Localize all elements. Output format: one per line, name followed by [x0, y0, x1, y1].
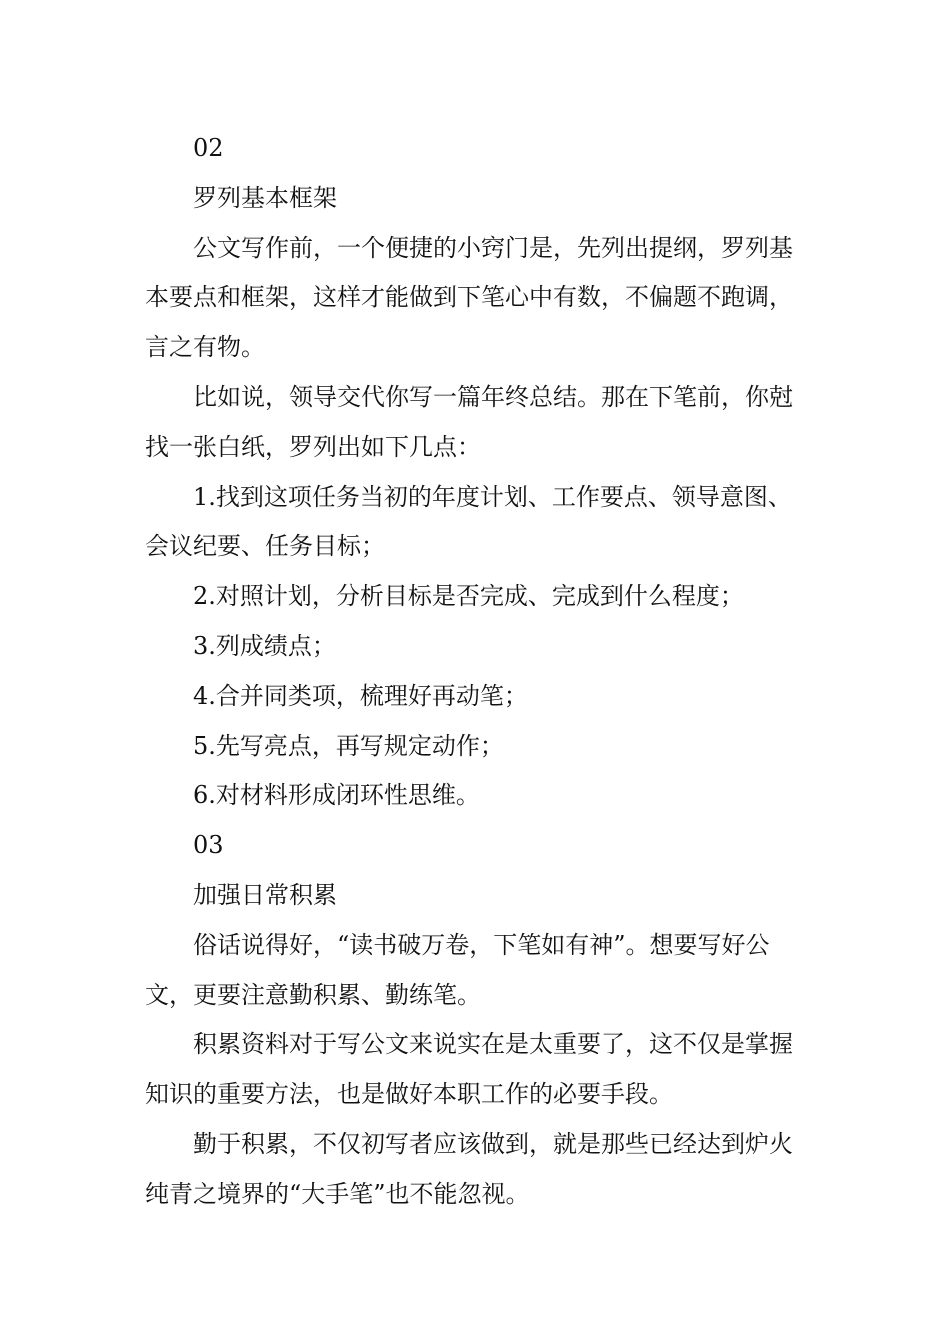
section-number: 02	[193, 134, 224, 162]
section-number: 03	[193, 831, 224, 860]
list-item: 4.合并同类项，梳理好再动笔；	[193, 681, 528, 710]
list-item: 1.找到这项任务当初的年度计划、工作要点、领导意图、会议纪要、任务目标；	[145, 482, 792, 561]
list-item: 5.先写亮点，再写规定动作；	[193, 731, 504, 760]
paragraph: 积累资料对于写公文来说实在是太重要了，这不仅是掌握知识的重要方法，也是做好本职工作的必要手段。	[145, 1030, 793, 1109]
list-item: 2.对照计划，分析目标是否完成、完成到什么程度；	[193, 582, 744, 611]
section-title: 罗列基本框架	[193, 183, 337, 212]
paragraph: 比如说，领导交代你写一篇年终总结。那在下笔前，你尅找一张白纸，罗列出如下几点：	[145, 382, 793, 461]
paragraph: 公文写作前，一个便捷的小窍门是，先列出提纲，罗列基本要点和框架，这样才能做到下笔心中有数，不偏题不跑调，言之有物。	[145, 233, 793, 362]
list-item: 6.对材料形成闭环性思维。	[193, 781, 480, 810]
list-item: 3.列成绩点；	[193, 631, 336, 660]
paragraph: 俗话说得好，“读书破万卷，下笔如有神”。想要写好公文，更要注意勤积累、勤练笔。	[145, 930, 770, 1009]
document-body	[145, 124, 815, 1220]
paragraph: 勤于积累，不仅初写者应该做到，就是那些已经达到炉火纯青之境界的“大手笔”也不能忽视。	[145, 1129, 793, 1208]
section-title: 加强日常积累	[193, 880, 337, 909]
